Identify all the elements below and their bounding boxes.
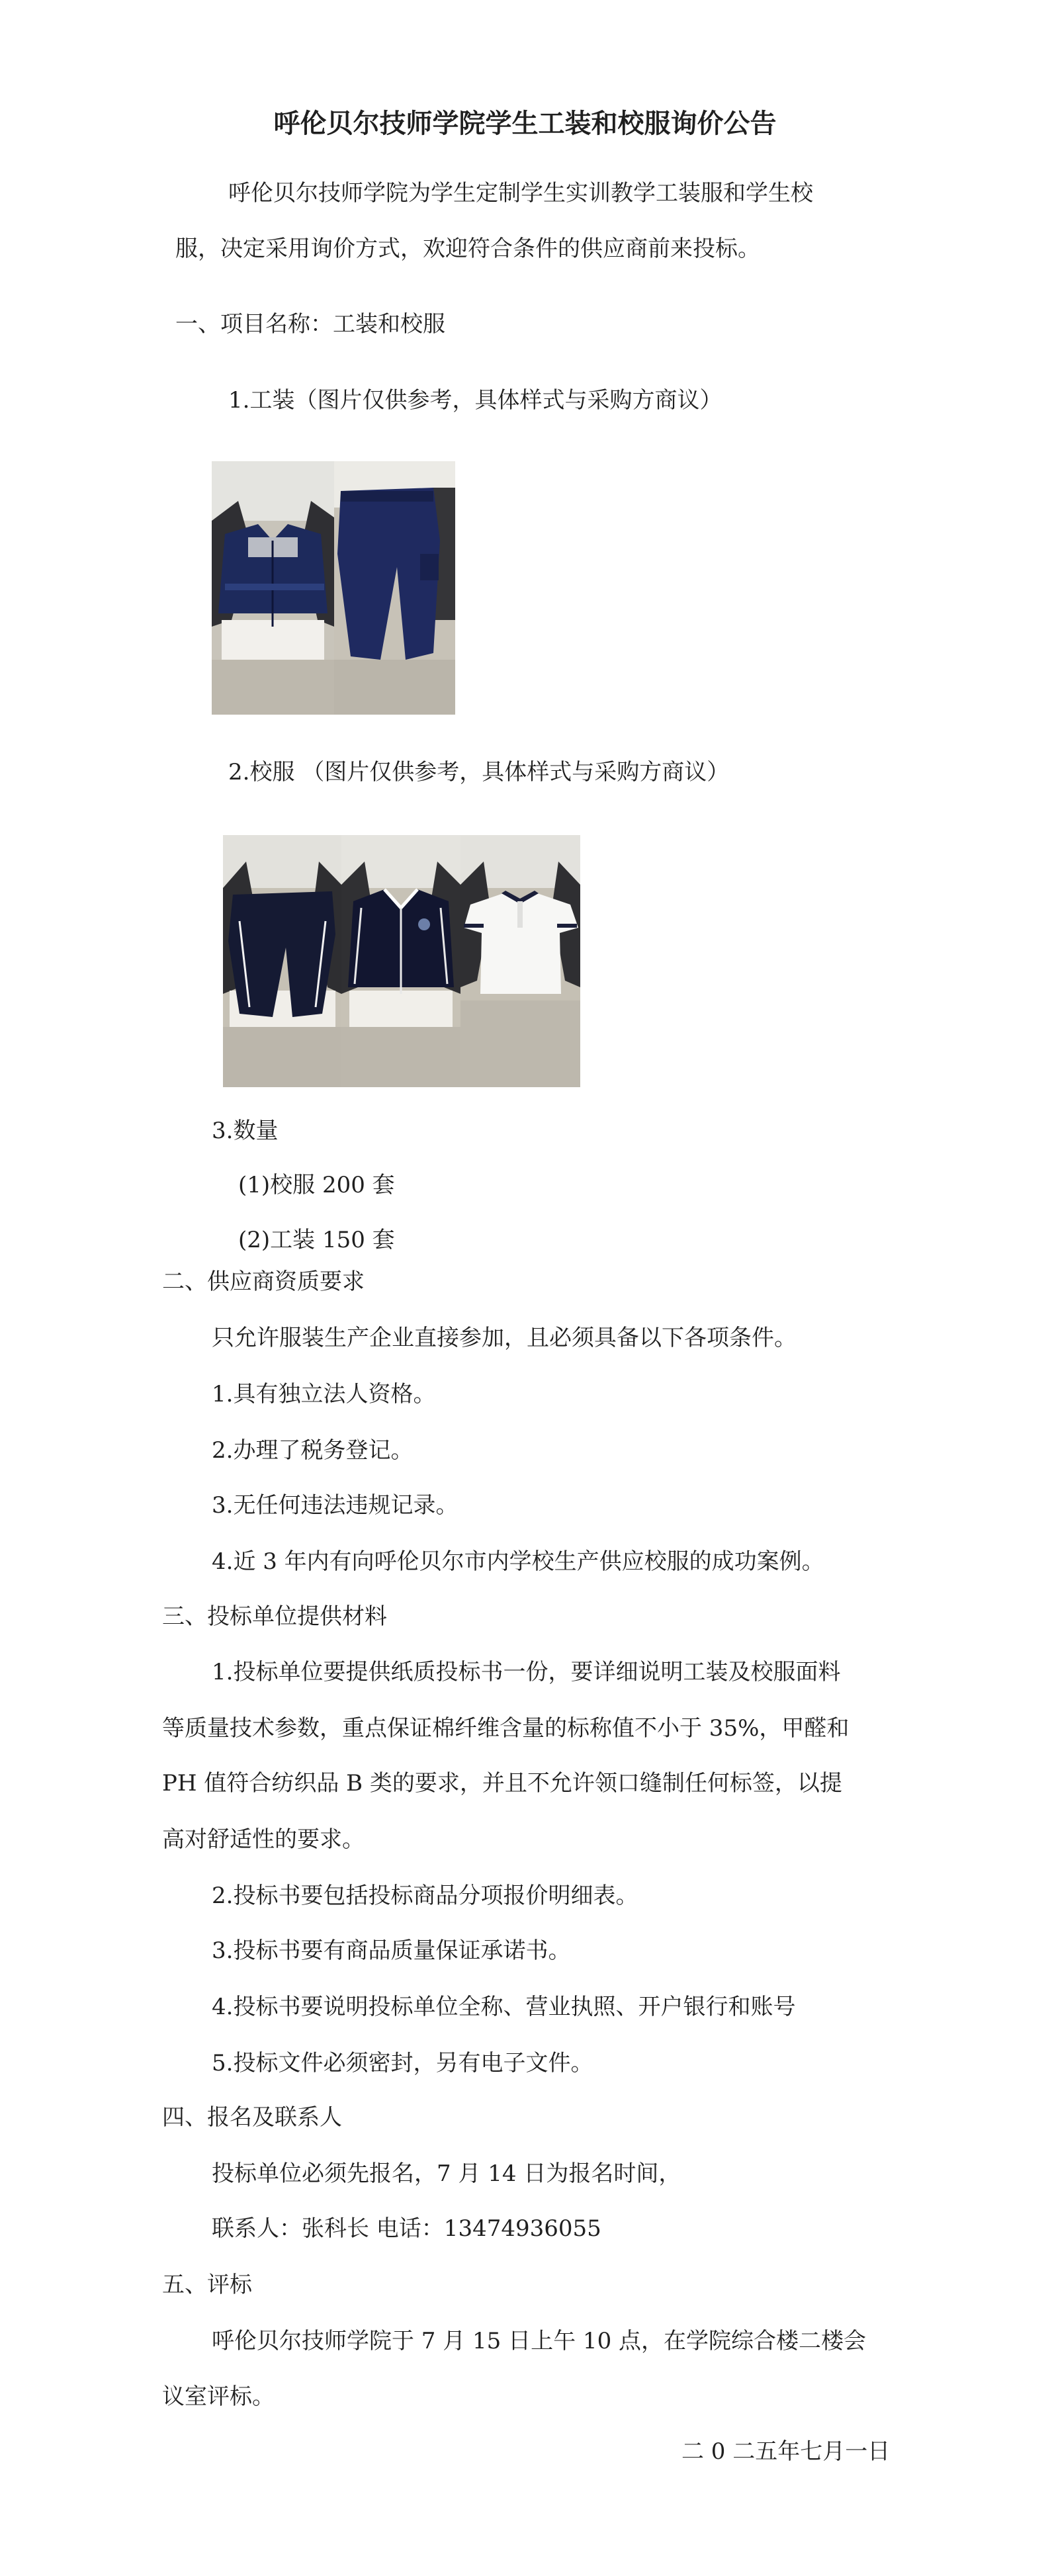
workwear-pants-photo (334, 461, 455, 715)
section-4-heading: 四、报名及联系人 (162, 2104, 342, 2131)
materials-item-2: 2.投标书要包括投标商品分项报价明细表。 (212, 1883, 638, 1909)
materials-item-1-line-1: 1.投标单位要提供纸质投标书一份，要详细说明工装及校服面料 (212, 1659, 841, 1685)
evaluation-line-2: 议室评标。 (162, 2383, 275, 2410)
section-2-heading: 二、供应商资质要求 (162, 1268, 365, 1295)
page-title: 呼伦贝尔技师学院学生工装和校服询价公告 (273, 108, 777, 139)
document-date: 二 0 二五年七月一日 (681, 2438, 891, 2465)
registration-line: 投标单位必须先报名，7 月 14 日为报名时间， (212, 2160, 681, 2187)
workwear-item: 1.工装（图片仅供参考，具体样式与采购方商议） (228, 387, 722, 414)
intro-line-1: 呼伦贝尔技师学院为学生定制学生实训教学工装服和学生校 (228, 180, 813, 206)
contact-line: 联系人：张科长 电话：13474936055 (212, 2215, 601, 2242)
section-2-intro: 只允许服装生产企业直接参加，且必须具备以下各项条件。 (212, 1325, 797, 1351)
qualification-item-2: 2.办理了税务登记。 (212, 1437, 414, 1464)
uniform-jacket-photo (341, 835, 460, 1087)
materials-item-4: 4.投标书要说明投标单位全称、营业执照、开户银行和账号 (212, 1994, 796, 2020)
uniform-pants-photo (223, 835, 341, 1087)
materials-item-3: 3.投标书要有商品质量保证承诺书。 (212, 1937, 571, 1964)
uniform-item: 2.校服 （图片仅供参考，具体样式与采购方商议） (228, 759, 730, 785)
section-3-heading: 三、投标单位提供材料 (162, 1603, 387, 1630)
materials-item-1-line-3: PH 值符合纺织品 B 类的要求，并且不允许领口缝制任何标签，以提 (162, 1770, 842, 1797)
materials-item-1-line-4: 高对舒适性的要求。 (162, 1826, 365, 1853)
section-1-heading: 一、项目名称：工装和校服 (175, 311, 445, 337)
quantity-heading: 3.数量 (212, 1118, 279, 1144)
evaluation-line-1: 呼伦贝尔技师学院于 7 月 15 日上午 10 点，在学院综合楼二楼会 (212, 2328, 867, 2354)
qualification-item-4: 4.近 3 年内有向呼伦贝尔市内学校生产供应校服的成功案例。 (212, 1548, 824, 1575)
materials-item-5: 5.投标文件必须密封，另有电子文件。 (212, 2050, 593, 2076)
workwear-jacket-photo (212, 461, 334, 715)
uniform-polo-photo (460, 835, 580, 1087)
intro-line-2: 服，决定采用询价方式，欢迎符合条件的供应商前来投标。 (175, 236, 760, 262)
qualification-item-1: 1.具有独立法人资格。 (212, 1381, 436, 1407)
quantity-uniform: (1)校服 200 套 (238, 1172, 395, 1198)
materials-item-1-line-2: 等质量技术参数，重点保证棉纤维含量的标称值不小于 35%，甲醛和 (162, 1715, 850, 1742)
quantity-workwear: (2)工装 150 套 (238, 1227, 395, 1253)
qualification-item-3: 3.无任何违法违规记录。 (212, 1492, 459, 1519)
section-5-heading: 五、评标 (162, 2272, 252, 2298)
